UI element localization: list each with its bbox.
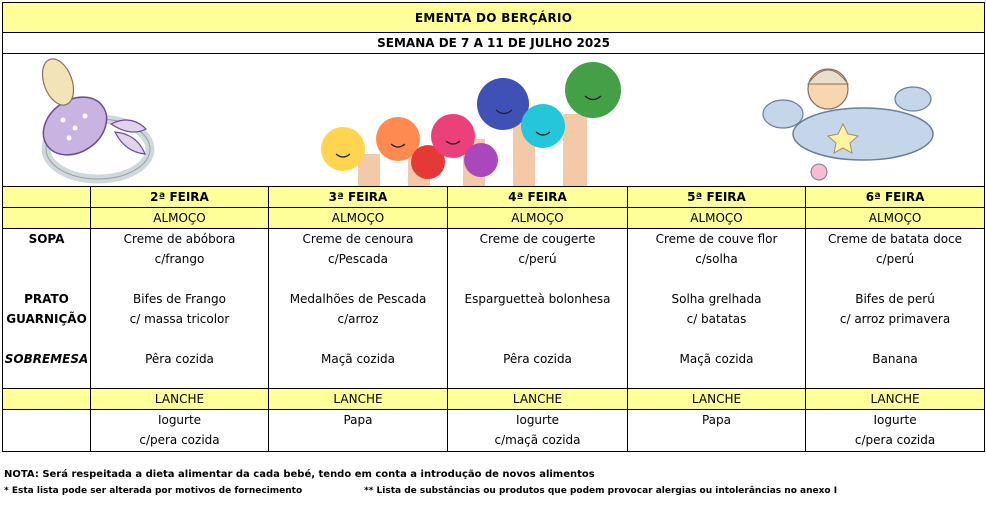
meal-header: ALMOÇO bbox=[269, 208, 448, 229]
soup-line: Creme de abóbora bbox=[123, 232, 236, 246]
side-dish-line: c/ batatas bbox=[686, 312, 747, 326]
menu-title: EMENTA DO BERÇÁRIO bbox=[3, 3, 985, 33]
week-label: SEMANA DE 7 A 11 DE JULHO 2025 bbox=[3, 33, 985, 54]
label-prato: PRATO bbox=[24, 292, 69, 306]
corner-cell bbox=[3, 208, 91, 229]
dessert-line: Maçã cozida bbox=[679, 352, 754, 366]
snack-line: Papa bbox=[701, 413, 732, 427]
day-header: 5ª FEIRA bbox=[628, 187, 806, 208]
snack-header: LANCHE bbox=[91, 389, 269, 410]
dessert-line: Maçã cozida bbox=[320, 352, 395, 366]
side-dish-line: c/ massa tricolor bbox=[129, 312, 230, 326]
dessert-line: Banana bbox=[872, 352, 918, 366]
dessert-line: Pêra cozida bbox=[503, 352, 572, 366]
label-sobremesa: SOBREMESA bbox=[4, 352, 89, 366]
day-header: 2ª FEIRA bbox=[91, 187, 269, 208]
soup-line: c/perú bbox=[875, 252, 915, 266]
diet-note: NOTA: Será respeitada a dieta alimentar da cada bebé, tendo em conta a introdução de novos alimentos bbox=[4, 469, 595, 480]
snack-header: LANCHE bbox=[806, 389, 985, 410]
illustration-banner bbox=[3, 54, 985, 187]
snack-line: Iogurte bbox=[873, 413, 917, 427]
corner-cell bbox=[3, 187, 91, 208]
baby-airplane-illustration bbox=[763, 69, 933, 180]
snack-line bbox=[269, 430, 447, 450]
day-header: 6ª FEIRA bbox=[806, 187, 985, 208]
menu-sheet bbox=[2, 2, 984, 452]
soup-line: c/frango bbox=[154, 252, 205, 266]
footnotes bbox=[4, 467, 837, 499]
menu-table bbox=[2, 2, 985, 452]
day-menu bbox=[448, 229, 628, 389]
snack-menu bbox=[628, 410, 806, 452]
day-header: 4ª FEIRA bbox=[448, 187, 628, 208]
soup-line: Creme de cougerte bbox=[479, 232, 596, 246]
snack-line: Papa bbox=[343, 413, 373, 427]
main-dish-line: Bifes de Frango bbox=[133, 292, 226, 306]
label-sopa: SOPA bbox=[28, 232, 65, 246]
main-dish-line: Solha grelhada bbox=[671, 292, 762, 306]
meal-header: ALMOÇO bbox=[448, 208, 628, 229]
snack-line: Iogurte bbox=[515, 413, 560, 427]
soup-line: Creme de couve flor bbox=[655, 232, 778, 246]
snack-line: c/pera cozida bbox=[854, 433, 936, 447]
soup-line: c/solha bbox=[695, 252, 738, 266]
snack-menu bbox=[806, 410, 985, 452]
day-header: 3ª FEIRA bbox=[269, 187, 448, 208]
allergy-note: ** Lista de substâncias ou produtos que podem provocar alergias ou intolerâncias no anexo I bbox=[364, 486, 838, 496]
snack-line: Iogurte bbox=[157, 413, 202, 427]
soup-line: Creme de batata doce bbox=[828, 232, 963, 246]
snack-line: c/pera cozida bbox=[139, 433, 220, 447]
meal-header: ALMOÇO bbox=[806, 208, 985, 229]
snack-menu bbox=[91, 410, 269, 452]
label-guarnicao: GUARNIÇÃO bbox=[6, 312, 87, 326]
snack-header: LANCHE bbox=[448, 389, 628, 410]
main-dish-line: Medalhões de Pescada bbox=[289, 292, 427, 306]
snack-header: LANCHE bbox=[269, 389, 448, 410]
day-menu bbox=[91, 229, 269, 389]
day-menu bbox=[806, 229, 985, 389]
dessert-line: Pêra cozida bbox=[145, 352, 214, 366]
main-dish-line: Esparguetteà bolonhesa bbox=[464, 292, 611, 306]
pacifier-illustration bbox=[32, 55, 150, 179]
row-labels bbox=[3, 229, 91, 389]
snack-line bbox=[628, 430, 805, 450]
snack-line: c/maçã cozida bbox=[494, 433, 581, 447]
side-dish-line: c/ arroz primavera bbox=[839, 312, 951, 326]
day-menu bbox=[628, 229, 806, 389]
day-menu bbox=[269, 229, 448, 389]
meal-header: ALMOÇO bbox=[628, 208, 806, 229]
soup-line: c/Pescada bbox=[327, 252, 388, 266]
soup-line: c/perú bbox=[518, 252, 557, 266]
painted-hands-illustration bbox=[321, 62, 621, 186]
snack-menu bbox=[448, 410, 628, 452]
snack-header: LANCHE bbox=[628, 389, 806, 410]
corner-cell bbox=[3, 410, 91, 452]
corner-cell bbox=[3, 389, 91, 410]
side-dish-line bbox=[448, 309, 627, 329]
snack-menu bbox=[269, 410, 448, 452]
main-dish-line: Bifes de perú bbox=[855, 292, 935, 306]
soup-line: Creme de cenoura bbox=[302, 232, 414, 246]
supply-note: * Esta lista pode ser alterada por motivos de fornecimento bbox=[4, 486, 303, 496]
side-dish-line: c/arroz bbox=[337, 312, 379, 326]
meal-header: ALMOÇO bbox=[91, 208, 269, 229]
